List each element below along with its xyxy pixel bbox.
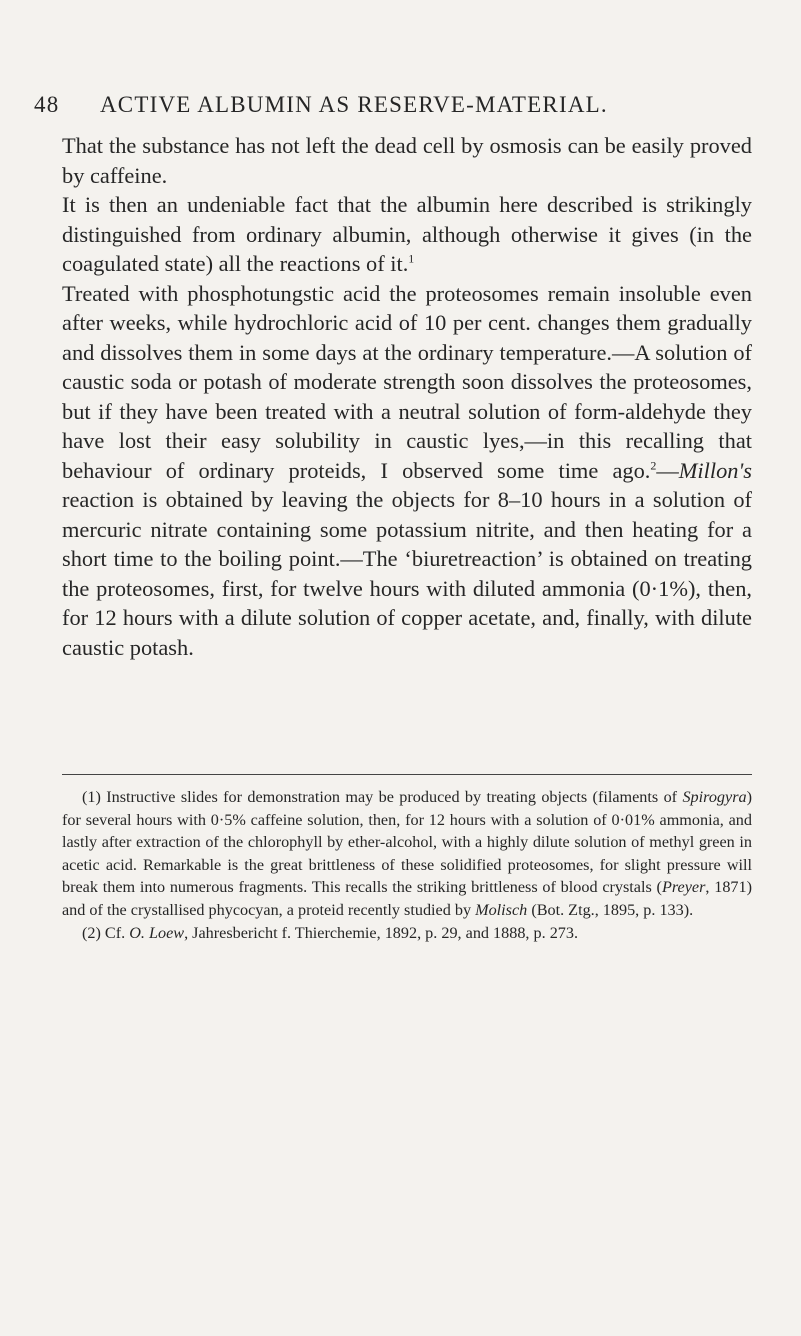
spirogyra-name: Spirogyra: [682, 788, 747, 806]
footnote-2-text-b: , Jahresbericht f. Thierchemie, 1892, p. 29, and 1888, p. 273.: [184, 923, 579, 942]
footnote-1: [62, 786, 752, 922]
body-text: [62, 131, 752, 662]
paragraph-reactions-text-a: Treated with phosphotungstic acid the proteosomes remain insoluble even after weeks, while hydrochloric acid of 10 per cent. changes them gradually and dissolves them in some days at the ordinary temperature.—A solution of caustic soda or potash of moderate strength soon dissolves the proteosomes, but if they have been treated with a neutral solution of form-aldehyde they have lost their easy solubility in caustic lyes,—in this recalling that behaviour of ordinary proteids, I observed some time ago.: [62, 280, 752, 483]
molisch-name: Molisch: [475, 900, 528, 919]
paragraph-albumin: [62, 190, 752, 279]
page-number: 48: [34, 92, 60, 117]
footnote-ref-2: 2: [650, 458, 657, 473]
footnote-1-text-c: , 1871) and of the crystallised phycocyan, a proteid recently studied by: [62, 878, 752, 919]
millon-name: Millon's: [678, 457, 752, 483]
footnote-1-text-a: (1) Instructive slides for demonstration may be produced by treating objects (filaments of: [82, 788, 683, 806]
footnote-1-text-d: (Bot. Ztg., 1895, p. 133).: [527, 900, 694, 919]
footnotes: [62, 786, 752, 944]
running-title: ACTIVE ALBUMIN AS RESERVE-MATERIAL.: [100, 92, 608, 117]
preyer-name: Preyer: [661, 878, 706, 897]
loew-name: O. Loew: [129, 923, 185, 942]
footnote-2: [62, 922, 752, 945]
paragraph-albumin-text: It is then an undeniable fact that the albumin here described is strikingly distinguished from ordinary albumin, although otherwise it gives (in the coagulated state) all the reactions of it.: [62, 192, 752, 276]
paragraph-caffeine-text: That the substance has not left the dead cell by osmosis can be easily proved by caffeine.: [62, 133, 752, 188]
footnote-1-text-b: ) for several hours with 0·5% caffeine solution, then, for 12 hours with a solution of 0·01% ammonia, and lastly after extraction of the chlorophyll by ether-alcohol, with a highly dilute solution of methyl green in acetic acid. Remarkable is the great brittleness of these solidified proteosomes, for slight pressure will break them into numerous fragments. This recalls the striking brittleness of blood crystals (: [62, 788, 752, 897]
dash: —: [656, 457, 679, 483]
paragraph-caffeine: [62, 131, 752, 190]
paragraph-reactions: [62, 279, 752, 663]
footnote-divider: [62, 774, 752, 775]
paragraph-reactions-text-b: reaction is obtained by leaving the objects for 8–10 hours in a solution of mercuric nitrate containing some potassium nitrite, and then heating for a short time to the boiling point.—The ‘biuretreaction’ is obtained on treating the proteosomes, first, for twelve hours with diluted ammonia (0·1%), then, for 12 hours with a dilute solution of copper acetate, and, finally, with dilute caustic potash.: [62, 487, 752, 660]
footnote-ref-1: 1: [408, 251, 415, 266]
footnote-2-text-a: (2) Cf.: [82, 923, 130, 942]
running-header: [34, 92, 754, 118]
